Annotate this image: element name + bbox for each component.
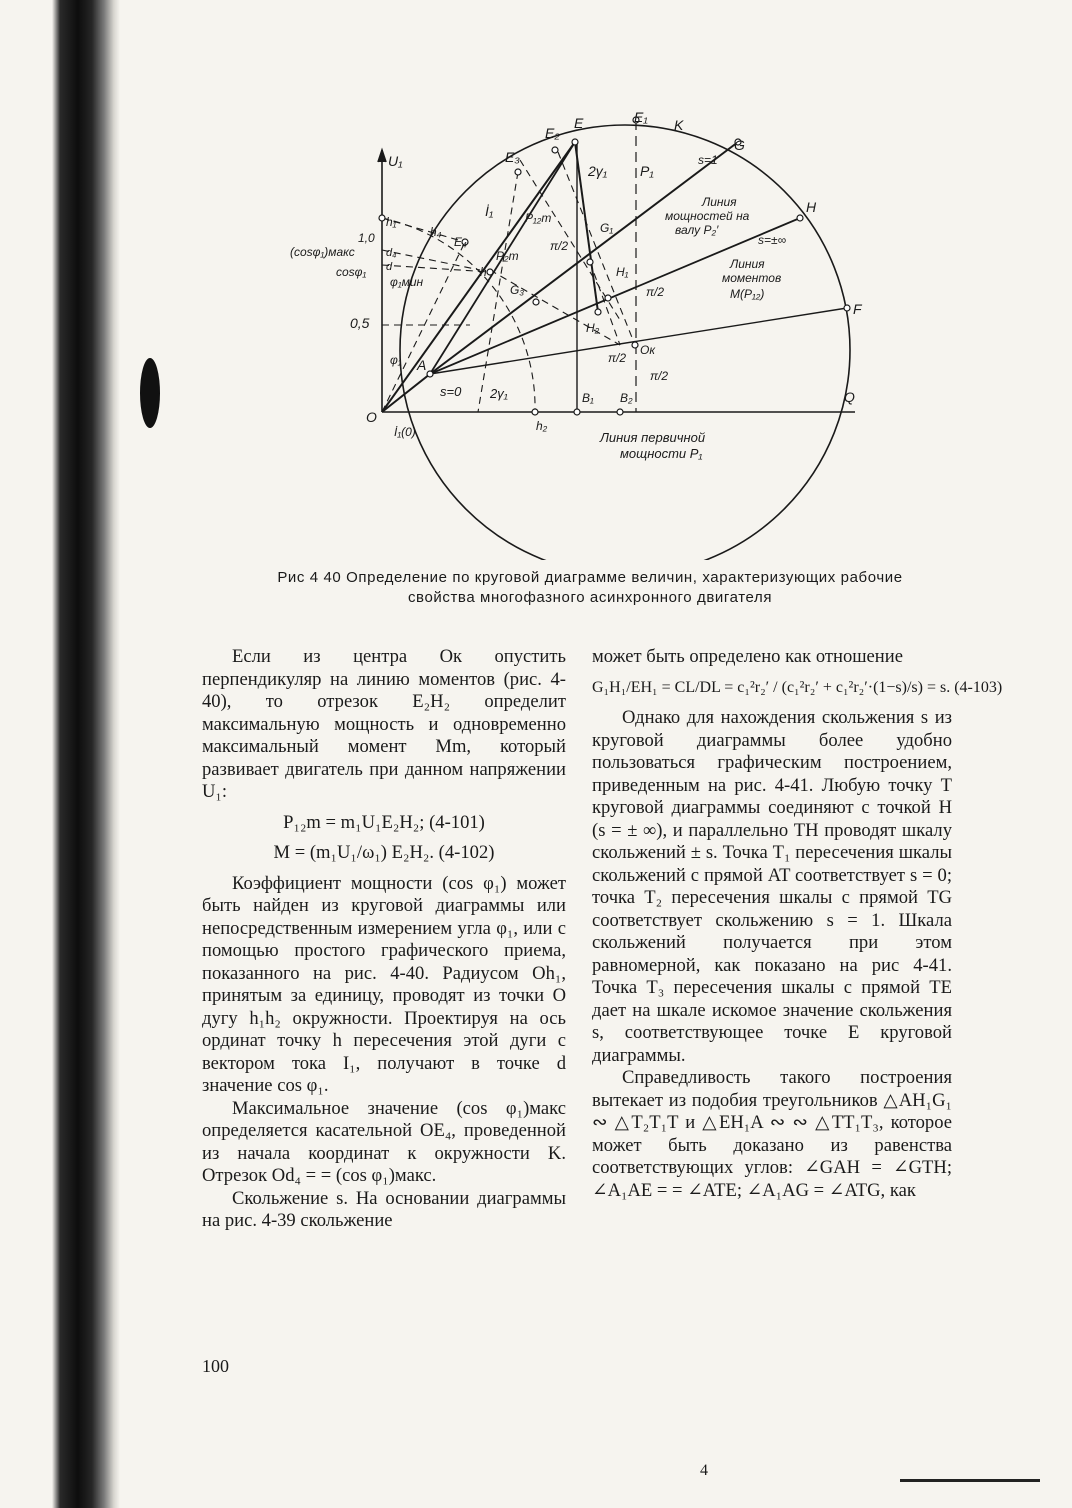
svg-text:моментов: моментов bbox=[722, 271, 782, 285]
equation-4-103: G₁H₁/EH₁ = CL/DL = c₁²r₂′ / (c₁²r₂′ + c₁²r₂′·(1−s)/s) = s. (4-103) bbox=[592, 678, 1003, 696]
paragraph: Справедливость такого построения вытекает из подобия треугольников △AH₁G₁ ∾ △T₂T₁T и △EH₁A ∾ ∾ △TT₁T₃, которое может быть доказано из равенства соответствующих углов: ∠GAH = ∠GTH; ∠A₁AE = = ∠ATE; ∠A₁AG = ∠ATG, как bbox=[592, 1067, 952, 1201]
label-B2: B₂ bbox=[620, 391, 633, 405]
label-G3: G₃ bbox=[510, 283, 525, 297]
svg-text:валу P₂′: валу P₂′ bbox=[675, 223, 719, 237]
label-H1: H₁ bbox=[616, 265, 629, 279]
label-pi2c: π/2 bbox=[608, 351, 627, 365]
label-h4: h₄ bbox=[430, 225, 442, 239]
label-pi2d: π/2 bbox=[650, 369, 669, 383]
equation-4-102: M = (m₁U₁/ω₁) E₂H₂. (4-102) bbox=[273, 842, 495, 863]
paragraph: Скольжение s. На основании диаграммы на рис. 4-39 скольжение bbox=[202, 1187, 566, 1231]
circle-diagram-figure bbox=[290, 100, 910, 560]
label-cosphi: cosφ₁ bbox=[336, 265, 367, 279]
ink-blot bbox=[140, 358, 160, 428]
label-P1-top: P₁ bbox=[640, 163, 654, 179]
paragraph: Однако для нахождения скольжения s из круговой диаграммы более удобно пользоваться графическим построением, приведенным на рис. 4-41. Любую точку T круговой диаграммы соединяют с точкой H (s = ± ∞), и параллельно TH проводят шкалу скольжений ± s. Точка T₁ пересечения шкалы скольжений с прямой AT соответствует s = 0; точка T₂ пересечения шкалы с прямой TG соответствует скольжению s = 1. Шкала скольжений получается при этом равномерной, как показано на рис 4-41. Точка T₃ пересечения шкалы с прямой TE дает на шкале искомое значение скольжения s, соответствующее точке E круговой диаграммы. bbox=[592, 707, 952, 1066]
page-number: 100 bbox=[202, 1356, 229, 1376]
label-B1: B₁ bbox=[582, 391, 594, 405]
label-E2: E₂ bbox=[545, 125, 560, 141]
label-E1: E₁ bbox=[634, 109, 648, 125]
label-I1: İ₁ bbox=[485, 203, 494, 219]
paragraph: может быть определено как отношение bbox=[592, 646, 903, 667]
book-spine-shadow bbox=[0, 0, 120, 1508]
label-h2: h₂ bbox=[536, 419, 548, 433]
label-phi1: φ₁ bbox=[390, 353, 402, 367]
label-P12m: P₁₂m bbox=[525, 211, 552, 225]
paragraph: Коэффициент мощности (cos φ₁) может быть найден из круговой диаграммы или непосредственным измерением угла φ₁, или с помощью простого графического приема, показанного на рис. 4-40. Радиусом Oh₁, принятым за единицу, проводят из точки O дугу h₁h₂ окружности. Проектируя на ось ординат точку h пересечения этой дуги с вектором тока I₁, получают в точке d значение cos φ₁. bbox=[202, 872, 566, 1096]
label-2gamma: 2γ₁ bbox=[588, 163, 608, 179]
label-E4: E₄ bbox=[454, 235, 467, 249]
line-AF bbox=[430, 308, 847, 374]
label-h1: h₁ bbox=[386, 215, 397, 229]
label-U1: U₁ bbox=[388, 153, 403, 169]
label-E: E bbox=[574, 115, 584, 131]
label-line-torque: Линия bbox=[730, 257, 765, 271]
label-2gamma-b: 2γ₁ bbox=[490, 386, 508, 401]
label-G: G bbox=[734, 137, 745, 153]
label-cosmax: (cosφ₁)макс bbox=[290, 245, 355, 259]
text-column-right bbox=[592, 646, 1003, 1202]
equation-4-101: P₁₂m = m₁U₁E₂H₂; (4-101) bbox=[283, 811, 485, 833]
label-one: 1,0 bbox=[358, 231, 375, 245]
label-d: d bbox=[386, 261, 393, 273]
label-line-primary: Линия первичной bbox=[600, 430, 706, 445]
line-AG bbox=[430, 142, 738, 374]
label-O: O bbox=[366, 409, 377, 425]
svg-text:мощности P₁: мощности P₁ bbox=[620, 446, 703, 461]
footer-rule bbox=[900, 1479, 1040, 1482]
label-s-inf: s=±∞ bbox=[758, 233, 787, 247]
label-A: A bbox=[417, 357, 427, 373]
label-line-shaft: Линия bbox=[702, 195, 737, 209]
label-H2: H₂ bbox=[586, 321, 600, 335]
label-pi2b: π/2 bbox=[646, 285, 665, 299]
label-P2m: P₂m bbox=[496, 249, 519, 263]
svg-text:M(P₁₂): M(P₁₂) bbox=[730, 287, 765, 301]
label-I10: İ₁(0) bbox=[394, 425, 416, 439]
label-h: h bbox=[480, 265, 487, 279]
text-column-left bbox=[202, 646, 566, 1233]
label-phimin: φ₁мин bbox=[390, 275, 424, 289]
figure-caption: Рис 4 40 Определение по круговой диаграмме величин, характеризующих рабочие свойства многофазного асинхронного двигателя bbox=[277, 569, 903, 606]
svg-text:мощностей на: мощностей на bbox=[665, 209, 750, 223]
label-pi2a: π/2 bbox=[550, 239, 569, 253]
label-s0: s=0 bbox=[440, 384, 462, 399]
label-F: F bbox=[853, 301, 862, 317]
label-s1: s=1 bbox=[698, 153, 718, 167]
label-K: K bbox=[674, 117, 684, 133]
label-H: H bbox=[806, 199, 817, 215]
paragraph: Если из центра Oк опустить перпендикуляр на линию моментов (рис. 4-40), то отрезок E₂H₂ определит максимальную мощность и одновременно максимальный момент Mm, который развивает двигатель при данном напряжении U₁: bbox=[202, 646, 566, 802]
label-half: 0,5 bbox=[350, 315, 370, 331]
label-d4: d₄ bbox=[386, 247, 397, 259]
label-G1: G₁ bbox=[600, 221, 614, 235]
label-Q: Q bbox=[844, 389, 855, 405]
label-Ok: Oк bbox=[640, 343, 655, 357]
footer-mark: 4 bbox=[700, 1462, 708, 1479]
label-E3: E₃ bbox=[505, 149, 520, 165]
paragraph: Максимальное значение (cos φ₁)макс определяется касательной OE₄, проведенной из начала координат к окружности K. Отрезок Od₄ = = (cos φ₁)макс. bbox=[202, 1097, 566, 1186]
